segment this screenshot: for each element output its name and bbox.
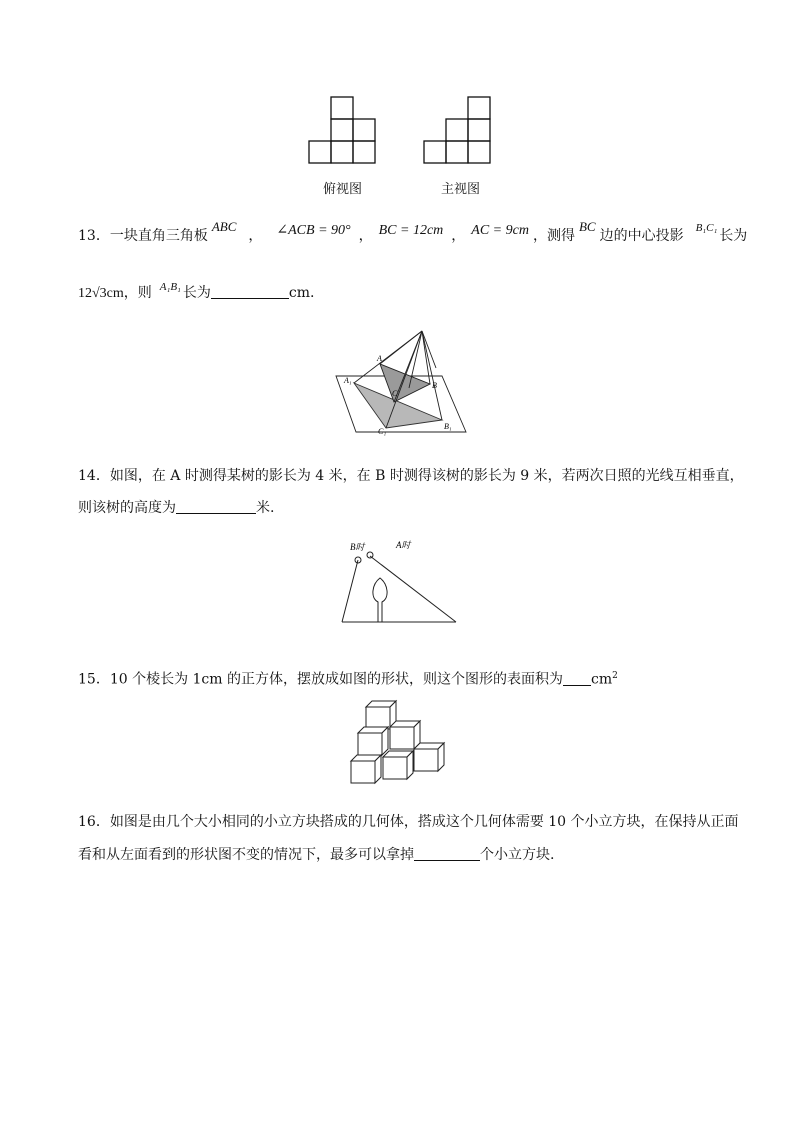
q13-sep: ， (248, 228, 263, 244)
q13-angle: ∠ACB = 90° (276, 223, 351, 238)
cube (414, 743, 444, 771)
q13-label-b: B (432, 381, 437, 390)
q14-label-b-time: B时 (350, 542, 365, 552)
q13-a1b1: A₁B₁ (159, 281, 181, 293)
cube (358, 727, 388, 755)
top-view-cell (353, 141, 375, 163)
q13-projection-figure (334, 328, 474, 436)
q16-text-b: 个小立方块. (480, 847, 555, 863)
front-view-cell (424, 141, 446, 163)
q14-text-a: 则该树的高度为 (78, 500, 176, 516)
triangle-abc (380, 364, 430, 402)
front-view-cell (468, 97, 490, 119)
top-view-caption: 俯视图 (323, 182, 363, 197)
q13-text-a: 一块直角三角板 (109, 228, 208, 244)
q13-abc: ABC (211, 219, 237, 234)
top-view-cell (309, 141, 331, 163)
cube (383, 751, 413, 779)
q14-label-a-time: A时 (396, 540, 411, 550)
q13-label-b1: B₁ (444, 422, 452, 431)
q13-b1c1: B₁C₁ (695, 222, 718, 234)
q13-text-d: 长为 (719, 228, 748, 244)
q13-text-e: ，则 (123, 285, 152, 301)
q14-line1: 14．如图，在 A 时测得某树的影长为 4 米，在 B 时测得该树的影长为 9 米，若两次日照的光线互相垂直， (78, 468, 744, 484)
sun-a-icon (367, 552, 373, 558)
q15-cubes-figure (348, 693, 452, 789)
q14-shadow-figure (338, 538, 462, 628)
q14-text-b: 米. (256, 500, 275, 516)
top-view-cell (331, 119, 353, 141)
q13-label-c: C (392, 389, 398, 398)
top-view-cell (331, 141, 353, 163)
q13-line1 (78, 219, 748, 247)
top-view-cell (353, 119, 375, 141)
q13-label-c1: C₁ (378, 427, 387, 436)
q15-answer-blank[interactable] (563, 670, 591, 686)
q15-unit: cm (591, 671, 613, 688)
q13-text-c: 边的中心投影 (599, 228, 684, 244)
q13-label-a: A (377, 354, 382, 363)
q13-answer-blank[interactable] (211, 283, 289, 299)
q13-sep: ， (451, 228, 466, 244)
q13-text-f: 长为 (182, 285, 211, 301)
q13-ac-eq: AC = 9cm (471, 223, 529, 238)
q13-bc-eq: BC = 12cm (378, 223, 444, 238)
q13-label-a1: A₁ (344, 376, 352, 385)
front-view-cell (446, 119, 468, 141)
q13-bc: BC (578, 219, 596, 234)
tree-icon (373, 578, 387, 622)
cube (351, 755, 381, 783)
q13-number: 13． (78, 228, 110, 244)
q16-answer-blank[interactable] (414, 845, 480, 861)
front-view-cell (468, 119, 490, 141)
views-figure (300, 92, 500, 172)
front-view-cell (468, 141, 490, 163)
q16-line2 (78, 845, 554, 865)
q15-text: 15．10 个棱长为 1cm 的正方体，摆放成如图的形状，则这个图形的表面积为 (78, 671, 564, 688)
q15-unit-sup: 2 (612, 671, 618, 681)
front-view-caption: 主视图 (441, 182, 481, 197)
top-view-cell (331, 97, 353, 119)
q15-line (78, 666, 618, 690)
q14-line2 (78, 498, 274, 518)
ray-b (342, 560, 358, 622)
ray-a (370, 556, 456, 622)
front-view-cell (446, 141, 468, 163)
q16-text-a: 看和从左面看到的形状图不变的情况下，最多可以拿掉 (78, 847, 414, 863)
q16-line1: 16．如图是由几个大小相同的小立方块搭成的几何体，搭成这个几何体需要 10 个小立方块，在保持从正面 (78, 814, 739, 830)
q14-answer-blank[interactable] (176, 498, 256, 514)
q13-length-value: 12√3cm (78, 286, 124, 301)
q13-sep: ， (358, 228, 373, 244)
q13-line2 (78, 283, 314, 304)
q13-text-b: ，测得 (532, 228, 575, 244)
cube (390, 721, 420, 749)
q13-unit: cm. (288, 285, 315, 301)
